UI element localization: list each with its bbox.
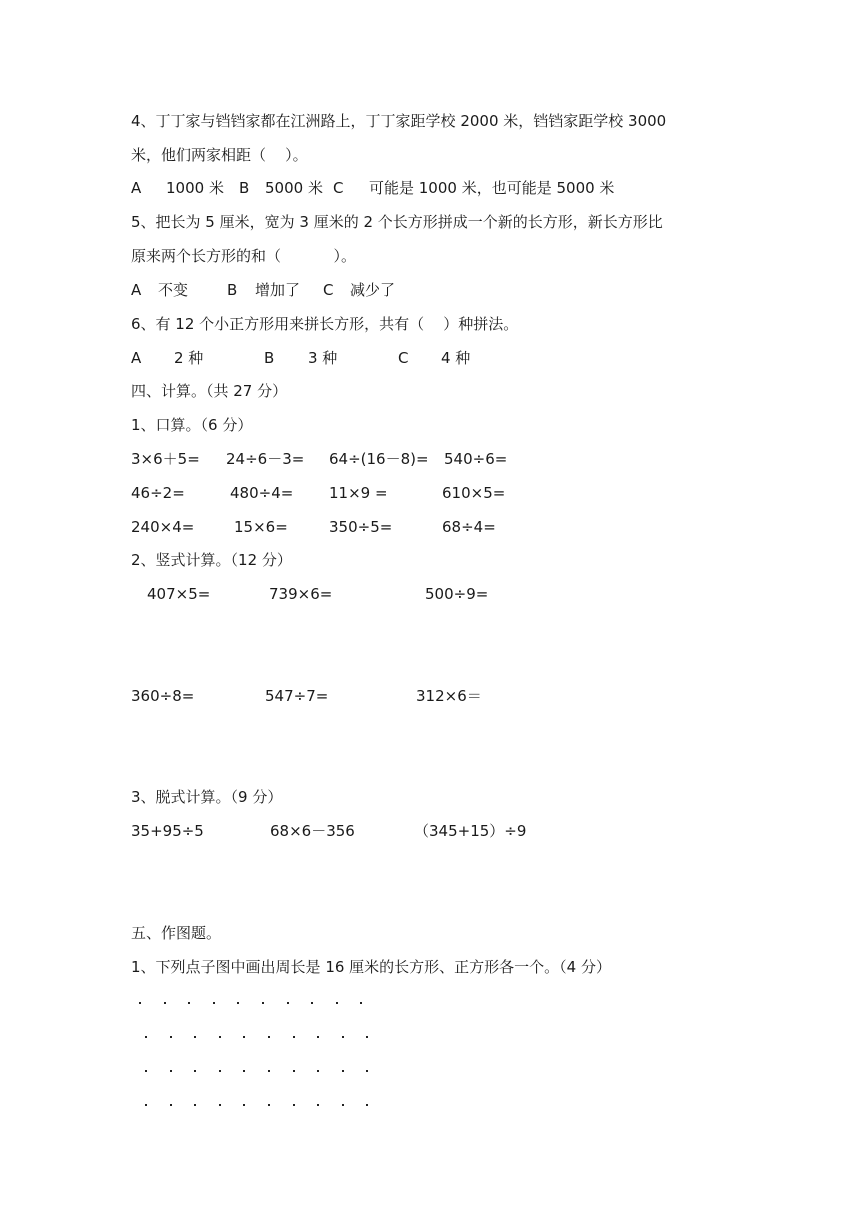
q5-option-a-letter: A [131, 281, 142, 299]
grid-dot [366, 1036, 368, 1038]
grid-dot [219, 1070, 221, 1072]
grid-dot [268, 1036, 270, 1038]
stepwise-problem: 35+95÷5 [131, 822, 204, 840]
q5-option-c-letter: C [323, 281, 334, 299]
oral-problem: 540÷6= [444, 450, 508, 468]
q4-option-c-letter: C [333, 179, 344, 197]
grid-dot [219, 1104, 221, 1106]
q4-line2: 米，他们两家相距（ ）。 [131, 146, 308, 164]
grid-dot [145, 1104, 147, 1106]
oral-problem: 480÷4= [230, 484, 294, 502]
stepwise-problem: （345+15）÷9 [414, 822, 527, 840]
vertical-calc-row [0, 584, 860, 604]
grid-dot [293, 1036, 295, 1038]
vertical-calc-title: 2、竖式计算。（12 分） [131, 551, 292, 569]
oral-calc-title: 1、口算。（6 分） [131, 416, 253, 434]
grid-dot [194, 1104, 196, 1106]
stepwise-problem: 68×6－356 [270, 822, 355, 840]
oral-problem: 3×6＋5= [131, 450, 200, 468]
oral-problem: 240×4= [131, 518, 195, 536]
q6-line1: 6、有 12 个小正方形用来拼长方形，共有（ ）种拼法。 [131, 315, 519, 333]
grid-dot [188, 1002, 190, 1004]
q6-option-a-text: 2 种 [174, 349, 204, 367]
vertical-problem: 312×6＝ [416, 687, 482, 705]
section5-title: 五、作图题。 [131, 924, 222, 942]
grid-dot [219, 1036, 221, 1038]
q4-option-c-text: 可能是 1000 米，也可能是 5000 米 [369, 179, 615, 197]
q6-option-c-letter: C [398, 349, 409, 367]
q6-option-b-text: 3 种 [308, 349, 338, 367]
q6-option-c-text: 4 种 [441, 349, 471, 367]
oral-calc-row [0, 517, 860, 537]
stepwise-calc-title: 3、脱式计算。（9 分） [131, 788, 283, 806]
q4-option-a-letter: A [131, 179, 142, 197]
oral-problem: 24÷6－3= [226, 450, 305, 468]
grid-dot [287, 1002, 289, 1004]
grid-dot [360, 1002, 362, 1004]
grid-dot [311, 1002, 313, 1004]
vertical-problem: 739×6= [269, 585, 333, 603]
grid-dot [317, 1104, 319, 1106]
q5-option-b-letter: B [227, 281, 238, 299]
q5-options [0, 280, 860, 300]
q5-line1: 5、把长为 5 厘米，宽为 3 厘米的 2 个长方形拼成一个新的长方形，新长方形比 [131, 213, 663, 231]
grid-dot [213, 1002, 215, 1004]
oral-problem: 610×5= [442, 484, 506, 502]
grid-dot [170, 1104, 172, 1106]
oral-problem: 46÷2= [131, 484, 185, 502]
drawing-question: 1、下列点子图中画出周长是 16 厘米的长方形、正方形各一个。（4 分） [131, 958, 611, 976]
q4-option-b-text: 5000 米 [265, 179, 323, 197]
q4-option-a-text: 1000 米 [166, 179, 224, 197]
grid-dot [342, 1070, 344, 1072]
vertical-problem: 547÷7= [265, 687, 329, 705]
q5-option-a-text: 不变 [158, 281, 189, 299]
dot-row [0, 1060, 860, 1080]
grid-dot [268, 1104, 270, 1106]
grid-dot [243, 1104, 245, 1106]
grid-dot [366, 1070, 368, 1072]
grid-dot [243, 1036, 245, 1038]
grid-dot [170, 1070, 172, 1072]
oral-calc-row [0, 483, 860, 503]
vertical-problem: 500÷9= [425, 585, 489, 603]
grid-dot [342, 1036, 344, 1038]
dot-row [0, 1026, 860, 1046]
q6-option-a-letter: A [131, 349, 142, 367]
vertical-problem: 360÷8= [131, 687, 195, 705]
grid-dot [243, 1070, 245, 1072]
q5-option-c-text: 减少了 [350, 281, 396, 299]
q4-option-b-letter: B [239, 179, 250, 197]
oral-problem: 11×9 = [329, 484, 388, 502]
q5-option-b-text: 增加了 [255, 281, 301, 299]
grid-dot [164, 1002, 166, 1004]
q6-option-b-letter: B [264, 349, 275, 367]
grid-dot [317, 1070, 319, 1072]
grid-dot [194, 1070, 196, 1072]
grid-dot [194, 1036, 196, 1038]
grid-dot [366, 1104, 368, 1106]
stepwise-calc-row [0, 821, 860, 841]
oral-problem: 68÷4= [442, 518, 496, 536]
vertical-calc-row [0, 686, 860, 706]
grid-dot [139, 1002, 141, 1004]
grid-dot [317, 1036, 319, 1038]
q4-line1: 4、丁丁家与铛铛家都在江洲路上，丁丁家距学校 2000 米，铛铛家距学校 3000 [131, 112, 667, 130]
grid-dot [268, 1070, 270, 1072]
grid-dot [145, 1036, 147, 1038]
q4-options [0, 178, 860, 198]
grid-dot [336, 1002, 338, 1004]
dot-row [0, 1094, 860, 1114]
oral-calc-row [0, 449, 860, 469]
oral-problem: 64÷(16－8)= [329, 450, 429, 468]
grid-dot [145, 1070, 147, 1072]
grid-dot [262, 1002, 264, 1004]
q5-line2: 原来两个长方形的和（ ）。 [131, 247, 356, 265]
grid-dot [293, 1070, 295, 1072]
oral-problem: 350÷5= [329, 518, 393, 536]
q6-options [0, 348, 860, 368]
oral-problem: 15×6= [234, 518, 288, 536]
grid-dot [293, 1104, 295, 1106]
grid-dot [237, 1002, 239, 1004]
grid-dot [342, 1104, 344, 1106]
vertical-problem: 407×5= [147, 585, 211, 603]
dot-row [0, 992, 860, 1012]
section4-title: 四、计算。（共 27 分） [131, 382, 288, 400]
grid-dot [170, 1036, 172, 1038]
